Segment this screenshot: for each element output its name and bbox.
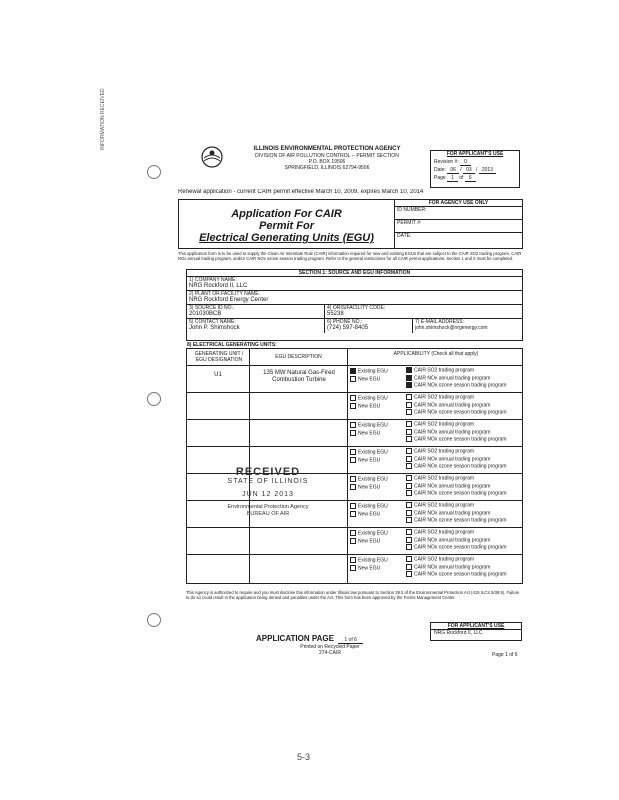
so2-program-label: CAIR SO2 trading program xyxy=(414,475,475,482)
nox-annual-checkbox[interactable] xyxy=(406,483,412,489)
nox-annual-checkbox[interactable] xyxy=(406,402,412,408)
agency-division: DIVISION OF AIR POLLUTION CONTROL -- PERMIT SECTION xyxy=(255,153,399,159)
existing-egu-checkbox[interactable] xyxy=(350,449,356,455)
new-egu-option[interactable] xyxy=(350,484,406,492)
new-egu-option[interactable] xyxy=(350,430,406,438)
nox-ozone-checkbox[interactable] xyxy=(406,382,412,388)
so2-program-label: CAIR SO2 trading program xyxy=(414,556,475,563)
new-egu-label: New EGU xyxy=(358,402,381,409)
existing-egu-label: Existing EGU xyxy=(358,530,388,537)
so2-program-option[interactable] xyxy=(406,502,522,510)
egu-programs xyxy=(406,529,522,552)
page-label: Page xyxy=(434,175,446,181)
new-egu-checkbox[interactable] xyxy=(350,511,356,517)
nox-annual-label: CAIR NOx annual trading program xyxy=(414,455,491,462)
application-page-label: APPLICATION PAGE xyxy=(256,634,334,643)
page-total[interactable]: 6 xyxy=(465,175,476,182)
egu-status xyxy=(350,503,406,518)
nox-annual-checkbox[interactable] xyxy=(406,510,412,516)
so2-program-checkbox[interactable] xyxy=(406,502,412,508)
of-label: of xyxy=(459,175,464,181)
so2-program-option[interactable] xyxy=(406,394,522,402)
stamp-date: JUN 12 2013 xyxy=(242,491,294,498)
nox-ozone-option[interactable] xyxy=(406,409,522,417)
nox-annual-option[interactable] xyxy=(406,456,522,464)
applicant-use-box-top: FOR APPLICANT'S USE Revision #: 0 Date: 06 / 03 / 2013 Page 1 of 6 xyxy=(430,150,520,188)
new-egu-checkbox[interactable] xyxy=(350,457,356,463)
company-value: NRG Rockford II, LLC xyxy=(189,283,248,289)
revision-value[interactable]: 0 xyxy=(460,159,471,166)
egu-section-title: 8) ELECTRICAL GENERATING UNITS: xyxy=(187,342,277,348)
phone-label: 6) PHONE NO.: xyxy=(327,319,363,325)
bottom-page-number: 5-3 xyxy=(297,752,311,762)
so2-program-checkbox[interactable] xyxy=(406,529,412,535)
egu-status xyxy=(350,422,406,437)
egu-table-header xyxy=(187,349,522,366)
agency-city: SPRINGFIELD, ILLINOIS 62794-9506 xyxy=(284,165,370,171)
nox-annual-option[interactable] xyxy=(406,375,522,383)
form-title-line3: Electrical Generating Units (EGU) xyxy=(199,232,374,244)
new-egu-checkbox[interactable] xyxy=(350,430,356,436)
application-page-value[interactable]: 1 of 6 xyxy=(338,637,363,644)
new-egu-option[interactable] xyxy=(350,403,406,411)
contact-value: John P. Shimshock xyxy=(189,325,240,331)
nox-annual-checkbox[interactable] xyxy=(406,375,412,381)
nox-ozone-label: CAIR NOx ozone season trading program xyxy=(414,571,507,578)
existing-egu-label: Existing EGU xyxy=(358,503,388,510)
footer-note: This Agency is authorized to require and you must disclose this information under Illinois law pursuant to Section 39.5 of the Environmental Protection Act (415 ILCS 5/39.5). Failure to do so could result in the application being denied and penalties under the Act. This form has been approved by the Forms Management Center. xyxy=(186,590,520,601)
nox-ozone-checkbox[interactable] xyxy=(406,517,412,523)
agency-use-area xyxy=(395,200,522,248)
plant-value: NRG Rockford Energy Center xyxy=(189,297,269,303)
so2-program-option[interactable] xyxy=(406,448,522,456)
egu-programs xyxy=(406,502,522,525)
divider xyxy=(412,319,413,333)
egu-unit-id[interactable]: U1 xyxy=(214,372,222,378)
existing-egu-option[interactable] xyxy=(350,476,406,484)
nox-annual-label: CAIR NOx annual trading program xyxy=(414,374,491,381)
plant-label: 2) PLANT OR FACILITY NAME: xyxy=(189,291,260,297)
existing-egu-label: Existing EGU xyxy=(358,557,388,564)
new-egu-label: New EGU xyxy=(358,456,381,463)
source-id-label: 3) SOURCE ID NO.: xyxy=(189,305,235,311)
nox-annual-checkbox[interactable] xyxy=(406,564,412,570)
nox-annual-option[interactable] xyxy=(406,429,522,437)
nox-ozone-option[interactable] xyxy=(406,517,522,525)
new-egu-label: New EGU xyxy=(358,429,381,436)
nox-annual-option[interactable] xyxy=(406,510,522,518)
nox-ozone-label: CAIR NOx ozone season trading program xyxy=(414,382,507,389)
contact-label: 5) CONTACT NAME: xyxy=(189,319,236,325)
nox-ozone-checkbox[interactable] xyxy=(406,436,412,442)
nox-annual-checkbox[interactable] xyxy=(406,456,412,462)
email-label: 7) E-MAIL ADDRESS: xyxy=(415,319,464,325)
new-egu-option[interactable] xyxy=(350,376,406,384)
agency-date-field[interactable]: DATE: xyxy=(397,233,412,239)
existing-egu-label: Existing EGU xyxy=(358,449,388,456)
title-block xyxy=(178,199,523,249)
received-stamp xyxy=(208,466,328,518)
egu-status xyxy=(350,368,406,383)
revision-label: Revision #: xyxy=(434,159,459,165)
egu-row xyxy=(187,420,522,447)
col-header-unit: GENERATING UNIT / EGU DESIGNATION xyxy=(194,351,244,363)
agency-logo xyxy=(201,146,223,168)
applicant-use-box-bottom xyxy=(430,622,522,641)
source-id-value: 201030BCB xyxy=(189,311,222,317)
so2-program-checkbox[interactable] xyxy=(406,394,412,400)
divider xyxy=(324,305,325,319)
nox-annual-label: CAIR NOx annual trading program xyxy=(414,509,491,516)
stamp-state: STATE OF ILLINOIS xyxy=(227,478,309,485)
so2-program-label: CAIR SO2 trading program xyxy=(414,394,475,401)
phone-field[interactable] xyxy=(327,319,412,332)
instructions: This application form is to be used to supply the Clean Air Interstate Rule (CAIR) information required for new and existing EGUs that are subject to the CAIR SO2 trading program, CAIR NOx annual trading program, and/or CAIR NOx ozone season trading program. Refer to the general instructions for all CAIR permit applications. Section 1 and 2 must be completed. xyxy=(178,251,522,262)
col-header-applicability: APPLICABILITY (Check all that apply) xyxy=(393,351,479,357)
existing-egu-checkbox[interactable] xyxy=(350,422,356,428)
section1-title: SECTION 1: SOURCE AND EGU INFORMATION xyxy=(187,270,522,277)
contact-field[interactable] xyxy=(189,319,324,332)
new-egu-option[interactable] xyxy=(350,565,406,573)
agency-name: ILLINOIS ENVIRONMENTAL PROTECTION AGENCY xyxy=(253,146,401,152)
agency-id-field[interactable]: ID NUMBER: xyxy=(395,207,522,220)
new-egu-label: New EGU xyxy=(358,537,381,544)
egu-row xyxy=(187,366,522,393)
agency-permit-field[interactable]: PERMIT #: xyxy=(395,220,522,233)
punch-hole-top xyxy=(147,165,161,179)
nox-annual-checkbox[interactable] xyxy=(406,537,412,543)
existing-egu-label: Existing EGU xyxy=(358,422,388,429)
nox-ozone-checkbox[interactable] xyxy=(406,409,412,415)
agency-use-title: FOR AGENCY USE ONLY xyxy=(395,200,522,207)
so2-program-checkbox[interactable] xyxy=(406,421,412,427)
page-of: Page 1 of 6 xyxy=(492,652,518,658)
nox-ozone-label: CAIR NOx ozone season trading program xyxy=(414,490,507,497)
nox-ozone-label: CAIR NOx ozone season trading program xyxy=(414,544,507,551)
new-egu-label: New EGU xyxy=(358,375,381,382)
existing-egu-option[interactable] xyxy=(350,368,406,376)
new-egu-checkbox[interactable] xyxy=(350,484,356,490)
so2-program-option[interactable] xyxy=(406,529,522,537)
existing-egu-checkbox[interactable] xyxy=(350,476,356,482)
punch-hole-middle xyxy=(147,392,161,406)
new-egu-label: New EGU xyxy=(358,483,381,490)
existing-egu-option[interactable] xyxy=(350,530,406,538)
egu-status xyxy=(350,557,406,572)
new-egu-option[interactable] xyxy=(350,457,406,465)
nox-ozone-option[interactable] xyxy=(406,382,522,390)
date-day[interactable]: 03 xyxy=(463,167,475,174)
new-egu-checkbox[interactable] xyxy=(350,376,356,382)
egu-programs xyxy=(406,475,522,498)
egu-programs xyxy=(406,367,522,390)
nox-annual-option[interactable] xyxy=(406,564,522,572)
new-egu-option[interactable] xyxy=(350,511,406,519)
punch-hole-bottom xyxy=(147,613,161,627)
so2-program-label: CAIR SO2 trading program xyxy=(414,421,475,428)
email-field[interactable] xyxy=(415,319,523,331)
so2-program-label: CAIR SO2 trading program xyxy=(414,448,475,455)
renewal-note: Renewal application - current CAIR permit effective March 10, 2009, expires March 10, 2014 xyxy=(178,189,424,195)
existing-egu-label: Existing EGU xyxy=(358,395,388,402)
egu-programs xyxy=(406,421,522,444)
existing-egu-option[interactable] xyxy=(350,557,406,565)
existing-egu-checkbox[interactable] xyxy=(350,557,356,563)
form-title-line2: Permit For xyxy=(258,220,314,232)
nox-annual-label: CAIR NOx annual trading program xyxy=(414,536,491,543)
company-label: 1) COMPANY NAME: xyxy=(189,277,237,283)
so2-program-option[interactable] xyxy=(406,475,522,483)
egu-status xyxy=(350,449,406,464)
page-num[interactable]: 1 xyxy=(447,175,458,182)
source-id-field[interactable] xyxy=(189,305,324,318)
so2-program-checkbox[interactable] xyxy=(406,448,412,454)
nox-annual-label: CAIR NOx annual trading program xyxy=(414,401,491,408)
so2-program-checkbox[interactable] xyxy=(406,367,412,373)
so2-program-option[interactable] xyxy=(406,421,522,429)
egu-programs xyxy=(406,394,522,417)
applicant-use-bottom-value[interactable]: NRG Rockford II, LLC xyxy=(434,630,483,636)
egu-row xyxy=(187,393,522,420)
title-area xyxy=(179,200,394,248)
nox-ozone-option[interactable] xyxy=(406,544,522,552)
nox-ozone-label: CAIR NOx ozone season trading program xyxy=(414,517,507,524)
company-field[interactable] xyxy=(187,277,522,291)
egu-programs xyxy=(406,448,522,471)
nox-annual-checkbox[interactable] xyxy=(406,429,412,435)
existing-egu-option[interactable] xyxy=(350,503,406,511)
nox-annual-label: CAIR NOx annual trading program xyxy=(414,563,491,570)
stamp-bureau: BUREAU OF AIR xyxy=(246,511,290,517)
form-code: 274-CAIR xyxy=(319,650,341,656)
date-year[interactable]: 2013 xyxy=(479,167,496,174)
stamp-agency: Environmental Protection Agency xyxy=(227,504,309,510)
plant-field[interactable] xyxy=(187,291,522,305)
printed-recycled xyxy=(290,644,370,656)
nox-ozone-option[interactable] xyxy=(406,571,522,579)
new-egu-label: New EGU xyxy=(358,510,381,517)
so2-program-label: CAIR SO2 trading program xyxy=(414,502,475,509)
col-header-desc: EGU DESCRIPTION xyxy=(275,354,322,360)
date-label: Date: xyxy=(434,167,446,173)
egu-row xyxy=(187,555,522,582)
nox-ozone-checkbox[interactable] xyxy=(406,571,412,577)
existing-egu-checkbox[interactable] xyxy=(350,530,356,536)
orispl-label: 4) ORIS/FACILITY CODE: xyxy=(327,305,386,311)
so2-program-checkbox[interactable] xyxy=(406,556,412,562)
email-value: john.shimshock@nrgenergy.com xyxy=(415,325,488,331)
new-egu-checkbox[interactable] xyxy=(350,403,356,409)
egu-row xyxy=(187,528,522,555)
so2-program-option[interactable] xyxy=(406,367,522,375)
applicant-use-bottom-title: FOR APPLICANT'S USE xyxy=(431,623,521,630)
existing-egu-option[interactable] xyxy=(350,422,406,430)
so2-program-checkbox[interactable] xyxy=(406,475,412,481)
nox-ozone-option[interactable] xyxy=(406,463,522,471)
margin-text: INFORMATION RECEIVED xyxy=(100,88,106,150)
agency-pobox: P.O. BOX 19506 xyxy=(308,159,346,165)
nox-annual-label: CAIR NOx annual trading program xyxy=(414,482,491,489)
phone-value: (724) 597-8405 xyxy=(327,325,369,331)
existing-egu-checkbox[interactable] xyxy=(350,503,356,509)
egu-description[interactable]: 135 MW Natural Gas-Fired Combustion Turbine xyxy=(263,370,335,383)
egu-programs xyxy=(406,556,522,579)
form-title-line1: Application For CAIR xyxy=(231,208,342,220)
new-egu-label: New EGU xyxy=(358,564,381,571)
orispl-value: 55238 xyxy=(327,311,344,317)
applicant-use-title: FOR APPLICANT'S USE xyxy=(446,151,504,157)
nox-ozone-checkbox[interactable] xyxy=(406,490,412,496)
existing-egu-label: Existing EGU xyxy=(358,476,388,483)
so2-program-option[interactable] xyxy=(406,556,522,564)
date-month[interactable]: 06 xyxy=(447,167,459,174)
nox-ozone-label: CAIR NOx ozone season trading program xyxy=(414,463,507,470)
existing-egu-option[interactable] xyxy=(350,449,406,457)
agency-header xyxy=(222,146,432,171)
stamp-received: RECEIVED xyxy=(235,466,301,478)
egu-status xyxy=(350,476,406,491)
printed-recycled-text: Printed on Recycled Paper xyxy=(300,644,360,650)
egu-status xyxy=(350,395,406,410)
nox-ozone-option[interactable] xyxy=(406,436,522,444)
nox-ozone-label: CAIR NOx ozone season trading program xyxy=(414,436,507,443)
egu-status xyxy=(350,530,406,545)
nox-annual-option[interactable] xyxy=(406,402,522,410)
nox-ozone-label: CAIR NOx ozone season trading program xyxy=(414,409,507,416)
nox-ozone-checkbox[interactable] xyxy=(406,463,412,469)
existing-egu-label: Existing EGU xyxy=(358,368,388,375)
new-egu-checkbox[interactable] xyxy=(350,538,356,544)
nox-annual-label: CAIR NOx annual trading program xyxy=(414,428,491,435)
divider xyxy=(324,319,325,333)
existing-egu-checkbox[interactable] xyxy=(350,395,356,401)
nox-annual-option[interactable] xyxy=(406,537,522,545)
existing-egu-option[interactable] xyxy=(350,395,406,403)
so2-program-label: CAIR SO2 trading program xyxy=(414,529,475,536)
orispl-field[interactable] xyxy=(327,305,517,318)
new-egu-option[interactable] xyxy=(350,538,406,546)
so2-program-label: CAIR SO2 trading program xyxy=(414,367,475,374)
nox-annual-option[interactable] xyxy=(406,483,522,491)
new-egu-checkbox[interactable] xyxy=(350,565,356,571)
nox-ozone-option[interactable] xyxy=(406,490,522,498)
nox-ozone-checkbox[interactable] xyxy=(406,544,412,550)
section1-box xyxy=(186,269,523,341)
existing-egu-checkbox[interactable] xyxy=(350,368,356,374)
